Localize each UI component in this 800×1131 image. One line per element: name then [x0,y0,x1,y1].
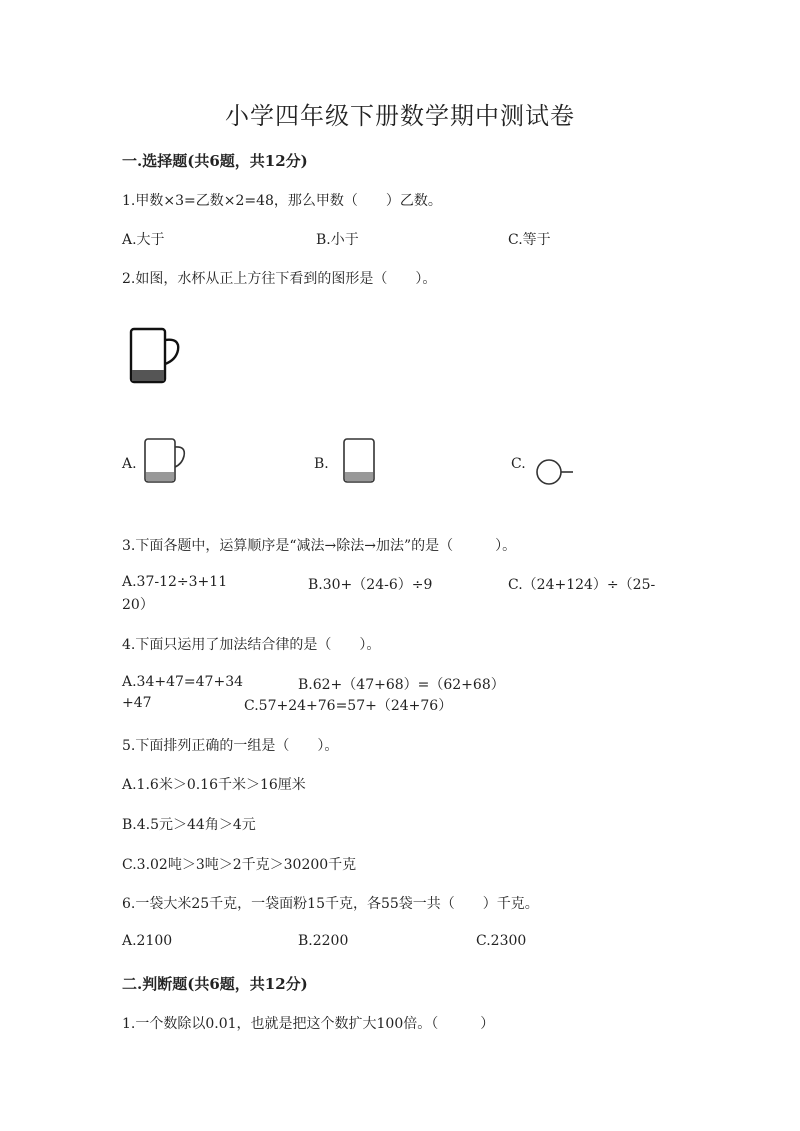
question-4-stem: 4.下面只运用了加法结合律的是（ ）。 [122,637,381,653]
question-3-stem: 3.下面各题中，运算顺序是“减法→除法→加法”的是（ ）。 [122,538,517,554]
question-6-stem: 6.一袋大米25千克，一袋面粉15千克，各55袋一共（ ）千克。 [122,896,539,912]
question-2-option-c: C. [511,456,526,472]
circle-with-line-icon [535,458,575,488]
question-1-option-b: B.小于 [316,232,359,248]
cylinder-icon [342,436,376,486]
question-1-option-a: A.大于 [122,232,165,248]
question-5-option-b: B.4.5元＞44角＞4元 [122,817,256,833]
question-4-option-c: C.57+24+76=57+（24+76） [244,698,453,714]
question-3-option-a: A.37-12÷3+11 [122,574,228,590]
question-6-option-c: C.2300 [476,933,527,949]
page-title: 小学四年级下册数学期中测试卷 [225,102,575,130]
question-4-option-b-line2: +47 [122,695,152,711]
question-5-option-c: C.3.02吨＞3吨＞2千克＞30200千克 [122,857,357,873]
judgment-question-1-stem: 1.一个数除以0.01，也就是把这个数扩大100倍。（ ） [122,1016,495,1032]
question-3-option-c-line1: C.（24+124）÷（25- [508,577,656,593]
question-3-option-b: B.30+（24-6）÷9 [308,577,433,593]
section-heading-choice: 一.选择题(共6题，共12分) [122,152,308,170]
section-heading-judgment: 二.判断题(共6题，共12分) [122,975,308,993]
question-6-option-b: B.2200 [298,933,349,949]
mug-icon [128,326,184,386]
question-5-stem: 5.下面排列正确的一组是（ ）。 [122,738,339,754]
question-1-option-c: C.等于 [508,232,551,248]
question-2-stem: 2.如图，水杯从正上方往下看到的图形是（ ）。 [122,271,437,287]
question-5-option-a: A.1.6米＞0.16千米＞16厘米 [122,777,306,793]
question-2-option-b: B. [314,456,329,472]
mug-front-icon [143,436,187,486]
question-4-option-b-line1: B.62+（47+68）=（62+68） [298,677,505,693]
question-3-option-c-line2: 20） [122,597,154,613]
question-6-option-a: A.2100 [122,933,173,949]
question-1-stem: 1.甲数×3=乙数×2=48，那么甲数（ ）乙数。 [122,193,442,209]
question-4-option-a: A.34+47=47+34 [122,674,244,690]
question-2-option-a: A. [122,456,137,472]
